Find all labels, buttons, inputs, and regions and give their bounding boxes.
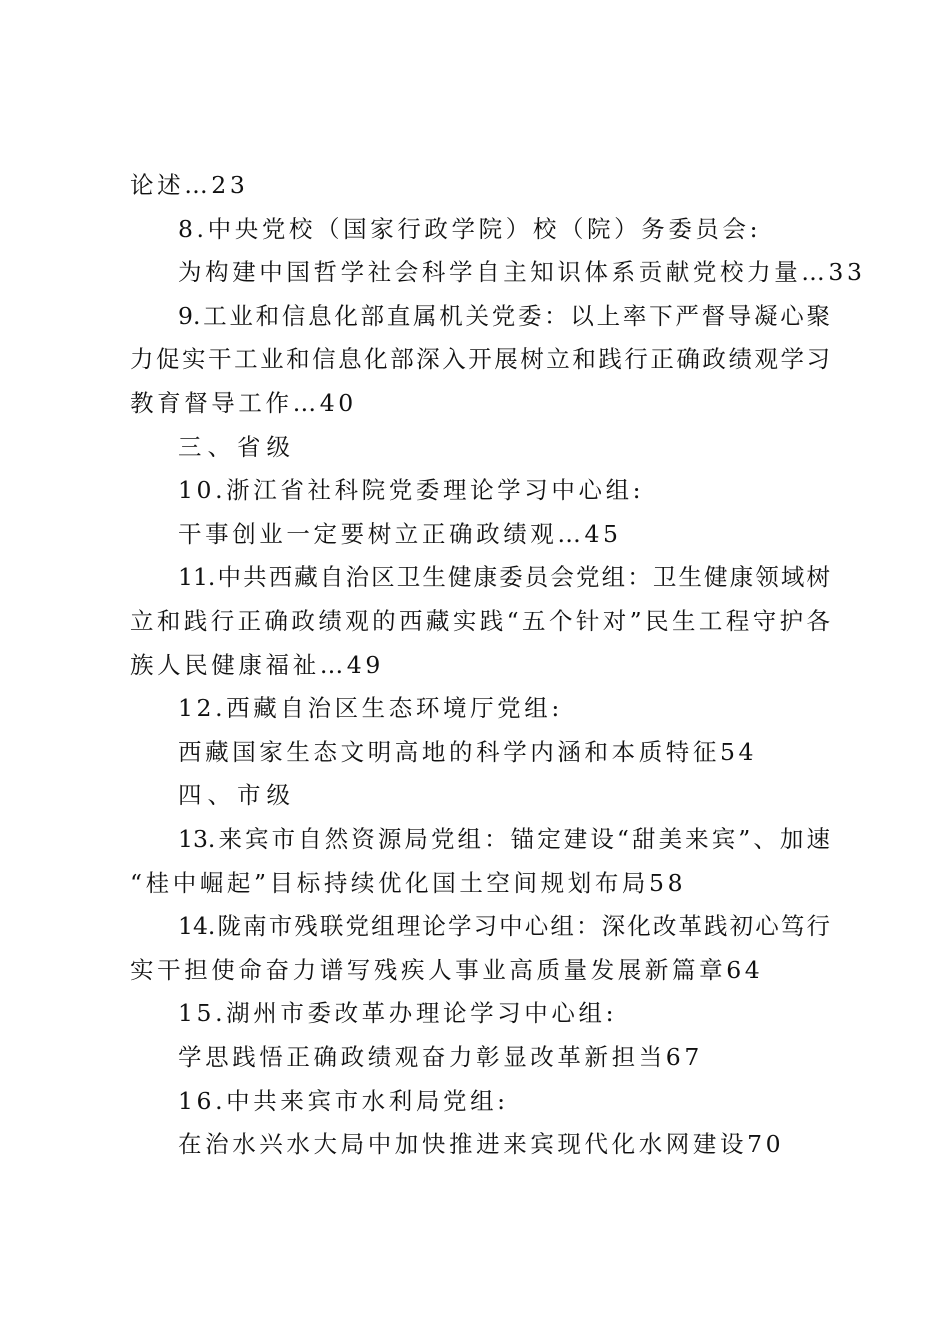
toc-entry-14-line-2: 实干担使命奋力谱写残疾人事业高质量发展新篇章64 <box>130 956 764 984</box>
toc-entry-16-title: 16.中共来宾市水利局党组: <box>178 1087 509 1115</box>
toc-entry-8-subtitle: 为构建中国哲学社会科学自主知识体系贡献党校力量…33 <box>178 258 866 286</box>
toc-continuation-line: 论述…23 <box>130 171 249 199</box>
toc-entry-9-line-2: 力促实干工业和信息化部深入开展树立和践行正确政绩观学习 <box>130 345 830 373</box>
toc-entry-10-subtitle: 干事创业一定要树立正确政绩观…45 <box>178 520 622 548</box>
toc-entry-15-title: 15.湖州市委改革办理论学习中心组: <box>178 999 618 1027</box>
toc-entry-12-title: 12.西藏自治区生态环境厅党组: <box>178 694 563 722</box>
toc-entry-10-title: 10.浙江省社科院党委理论学习中心组: <box>178 476 645 504</box>
toc-entry-14-line-1: 14.陇南市残联党组理论学习中心组：深化改革践初心笃行 <box>178 912 830 940</box>
toc-entry-13-line-2: “桂中崛起”目标持续优化国土空间规划布局58 <box>130 869 687 897</box>
toc-entry-15-subtitle: 学思践悟正确政绩观奋力彰显改革新担当67 <box>178 1043 703 1071</box>
toc-entry-8-title: 8.中央党校（国家行政学院）校（院）务委员会: <box>178 215 762 243</box>
toc-entry-9-line-1: 9.工业和信息化部直属机关党委：以上率下严督导凝心聚 <box>178 302 830 330</box>
toc-entry-11-line-3: 族人民健康福祉…49 <box>130 651 384 679</box>
toc-entry-9-line-3: 教育督导工作…40 <box>130 389 357 417</box>
toc-entry-12-subtitle: 西藏国家生态文明高地的科学内涵和本质特征54 <box>178 738 758 766</box>
section-heading-provincial: 三、省级 <box>178 433 296 461</box>
toc-entry-13-line-1: 13.来宾市自然资源局党组：锚定建设“甜美来宾”、加速 <box>178 825 830 853</box>
toc-entry-11-line-2: 立和践行正确政绩观的西藏实践“五个针对”民生工程守护各 <box>130 607 830 635</box>
toc-entry-16-subtitle: 在治水兴水大局中加快推进来宾现代化水网建设70 <box>178 1130 785 1158</box>
toc-entry-11-line-1: 11.中共西藏自治区卫生健康委员会党组：卫生健康领域树 <box>178 563 830 591</box>
section-heading-municipal: 四、市级 <box>178 781 296 809</box>
